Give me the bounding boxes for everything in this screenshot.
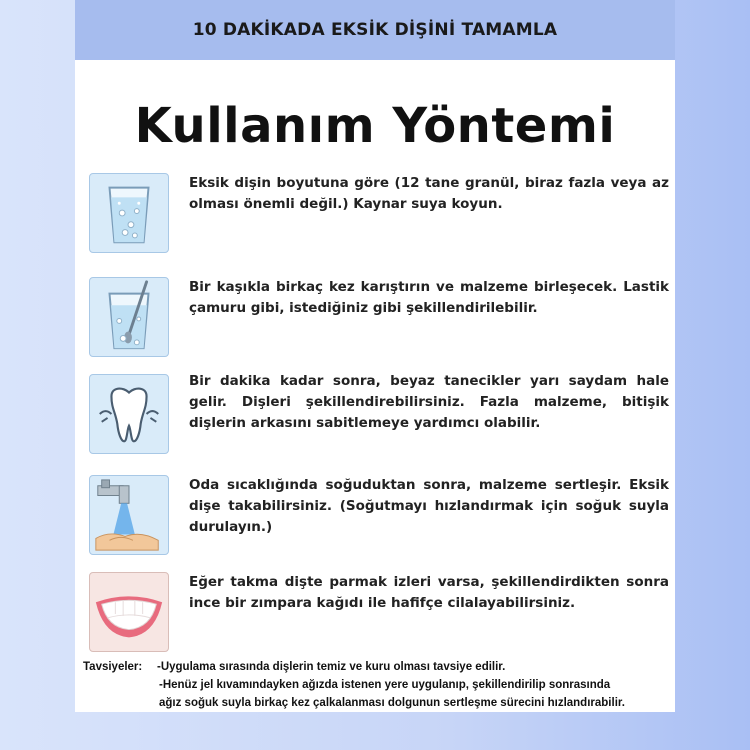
- smile-teeth-icon: [89, 572, 169, 652]
- tip-1: -Uygulama sırasında dişlerin temiz ve kuru olması tavsiye edilir.: [157, 661, 506, 673]
- page-title: Kullanım Yöntemi: [134, 98, 616, 154]
- step-5-text: Eğer takma dişte parmak izleri varsa, şekillendirdikten sonra ince bir zımpara kağıdı ile hafifçe cilalayabilirsiniz.: [189, 574, 669, 611]
- faucet-hands-icon: [89, 475, 169, 555]
- step-2: [89, 277, 669, 359]
- step-1: [89, 173, 669, 255]
- step-1-text: Eksik dişin boyutuna göre (12 tane granül, biraz fazla veya az olması önemli değil.) Kaynar suya koyun.: [189, 175, 669, 212]
- step-4: [89, 475, 669, 557]
- tip-2-continued: ağız soğuk suyla birkaç kez çalkalanması dolgunun sertleşme sürecini hızlandırabilir.: [159, 697, 625, 709]
- step-2-text: Bir kaşıkla birkaç kez karıştırın ve malzeme birleşecek. Lastik çamuru gibi, istediğiniz gibi şekillendirilebilir.: [189, 279, 669, 316]
- top-banner: [75, 0, 675, 60]
- step-3-text: Bir dakika kadar sonra, beyaz tanecikler yarı saydam hale gelir. Dişleri şekillendirebilirsiniz. Fazla malzeme, bitişik dişlerin arkasını sabitlemeye yardımcı olabilir.: [189, 373, 669, 431]
- step-3: [89, 374, 669, 456]
- banner-title: 10 DAKİKADA EKSİK DİŞİNİ TAMAMLA: [192, 20, 558, 40]
- tooth-icon: [89, 374, 169, 454]
- tip-2: -Henüz jel kıvamındayken ağızda istenen yere uygulanıp, şekillendirilip sonrasında: [159, 679, 611, 691]
- tips-label: Tavsiyeler:: [83, 661, 143, 673]
- instructions-card: [75, 60, 675, 712]
- tips-section: [75, 658, 675, 712]
- step-5: [89, 572, 669, 654]
- glass-of-water-icon: [89, 173, 169, 253]
- step-4-text: Oda sıcaklığında soğuduktan sonra, malzeme sertleşir. Eksik dişe takabilirsiniz. (Soğutmayı hızlandırmak için soğuk suyla durulayın.): [189, 477, 669, 535]
- stirring-spoon-glass-icon: [89, 277, 169, 357]
